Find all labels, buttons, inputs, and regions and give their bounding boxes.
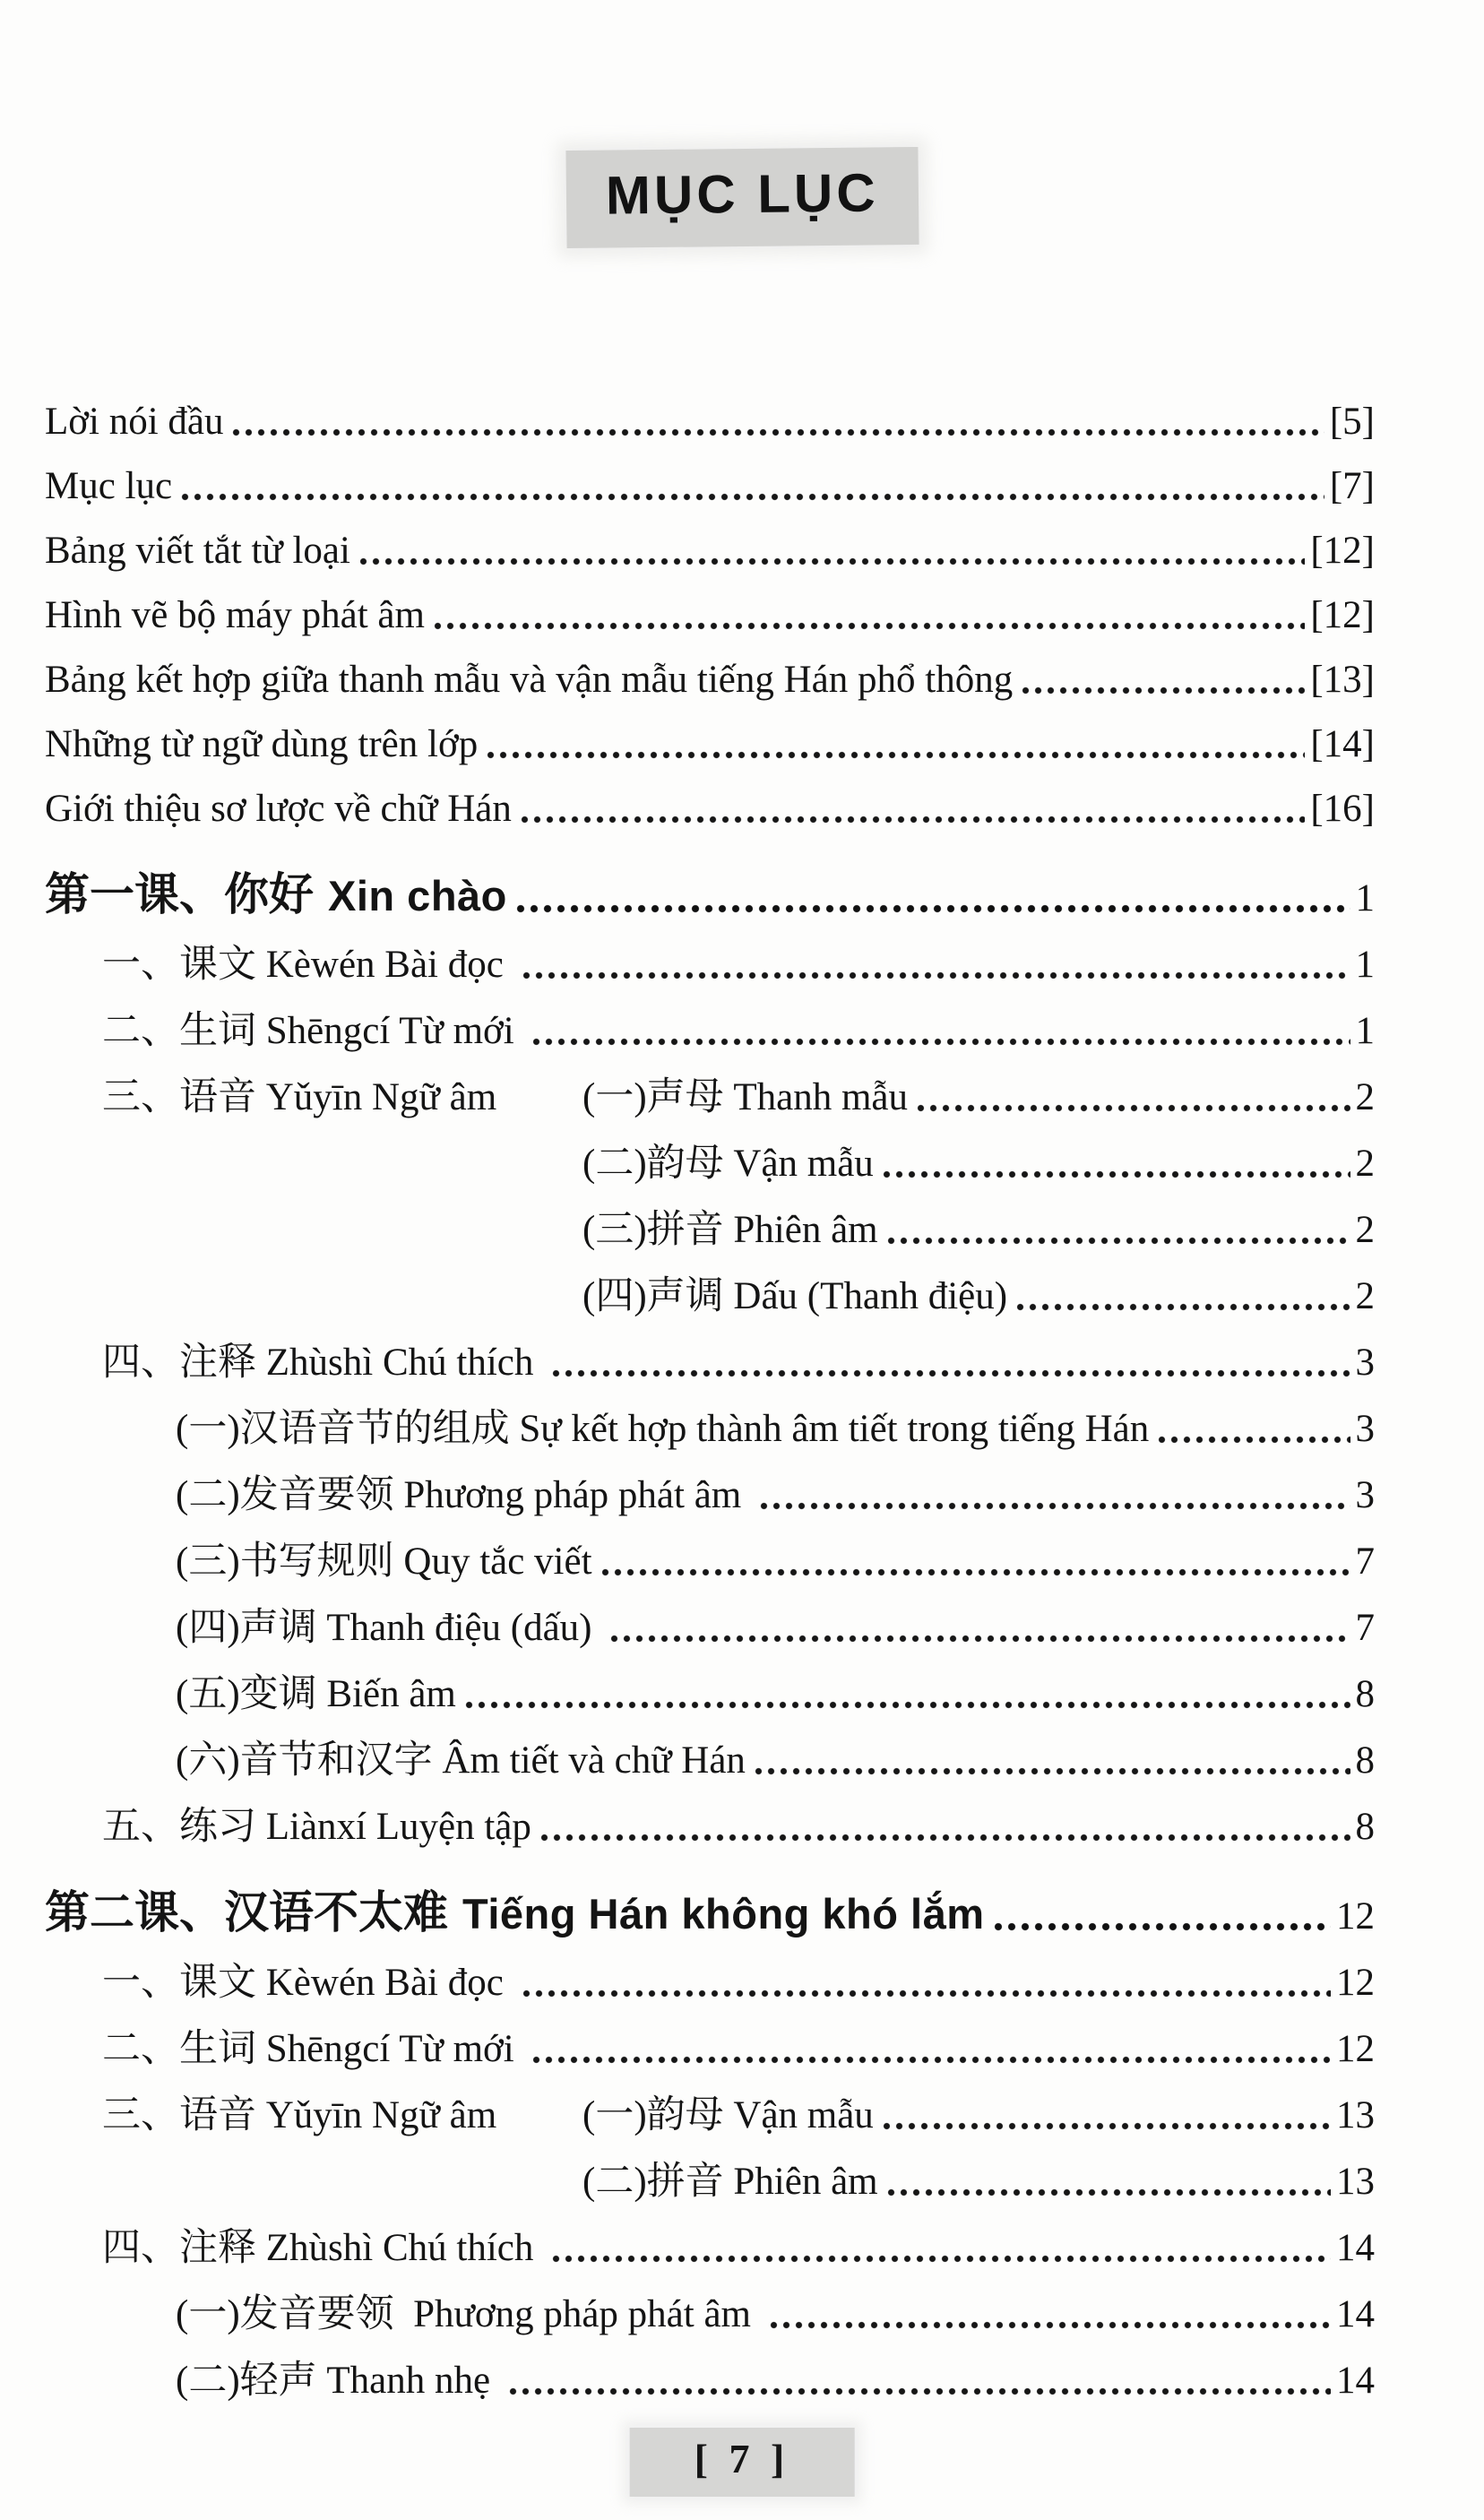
lesson-title-cn: 第二课、汉语不太难 [45, 1886, 448, 1937]
dot-leader [521, 816, 1306, 824]
toc-row [45, 573, 1375, 637]
toc-page-number: 13 [1336, 2160, 1375, 2203]
toc-page-number: 12 [1336, 1961, 1375, 2004]
front-matter-list [45, 379, 1375, 831]
toc-row [45, 2005, 1375, 2071]
toc-page-number: 2 [1355, 1142, 1375, 1185]
toc-page-number: 2 [1355, 1075, 1375, 1118]
toc-row [45, 1385, 1375, 1451]
toc-row [45, 2336, 1375, 2403]
toc-item-label: (一)韵母 Vận mẫu [582, 2093, 874, 2136]
toc-page-number: [12] [1310, 529, 1375, 572]
toc-item-label: 一、课文 Kèwén Bài đọc [102, 943, 513, 986]
dot-leader [232, 428, 1324, 436]
toc-item-label: Những từ ngữ dùng trên lớp [45, 722, 479, 765]
dot-leader [610, 1635, 1350, 1643]
dot-leader [552, 2255, 1331, 2263]
toc-item-label: 二、生词 Shēngcí Từ mới [102, 1009, 524, 1052]
toc-page-number: [12] [1310, 593, 1375, 636]
dot-leader [883, 2122, 1331, 2130]
toc-item-label: (二)韵母 Vận mẫu [582, 1142, 874, 1185]
toc-item-label: 二、生词 Shēngcí Từ mới [102, 2027, 524, 2070]
toc-item-label: 四、注释 Zhùshì Chú thích [102, 2226, 544, 2269]
toc-page-number: 3 [1355, 1407, 1375, 1450]
toc-row [45, 1782, 1375, 1849]
toc-page-number: 14 [1336, 2226, 1375, 2269]
toc-page-number: 8 [1355, 1739, 1375, 1782]
dot-leader [552, 1369, 1350, 1377]
page-header [0, 0, 1484, 246]
dot-leader [532, 2056, 1331, 2064]
lesson-title-vi: Tiếng Hán không khó lắm [462, 1889, 985, 1937]
toc-row [45, 1053, 1375, 1119]
dot-leader [509, 2387, 1331, 2395]
toc-page-number: 8 [1355, 1672, 1375, 1715]
toc-item-label: Bảng viết tắt từ loại [45, 529, 350, 572]
toc-page-number: 2 [1355, 1274, 1375, 1317]
toc-page-number: [5] [1329, 400, 1375, 443]
toc-group-label: 三、语音 Yǔyīn Ngữ âm [102, 2093, 497, 2136]
dot-leader [601, 1568, 1350, 1576]
toc-row [45, 1186, 1375, 1252]
toc-row [45, 1517, 1375, 1584]
toc-item-label: (五)变调 Biến âm [176, 1672, 456, 1715]
dot-leader [522, 1989, 1331, 1998]
dot-leader [487, 751, 1305, 759]
toc-item-label: (六)音节和汉字 Âm tiết và chữ Hán [176, 1739, 746, 1782]
toc-item-label: 一、课文 Kèwén Bài đọc [102, 1961, 513, 2004]
toc-item-label: 五、练习 Liànxí Luyện tập [102, 1805, 531, 1848]
toc-page-number: [14] [1310, 722, 1375, 765]
dot-leader [434, 622, 1305, 630]
toc-page-number: 12 [1336, 2027, 1375, 2070]
toc-page-number: 8 [1355, 1805, 1375, 1848]
toc-item-label: (二)轻声 Thanh nhẹ [176, 2359, 500, 2402]
page-title: MỤC LỤC [605, 162, 879, 226]
toc-row [45, 2137, 1375, 2204]
dot-leader [465, 1701, 1350, 1709]
dot-leader [994, 1922, 1331, 1931]
toc-row [45, 637, 1375, 702]
title-banner [565, 147, 919, 248]
footer-page-number: [ 7 ] [694, 2436, 790, 2481]
lesson-title-vi: Xin chào [328, 871, 507, 919]
toc-row [45, 1119, 1375, 1186]
toc-row [45, 379, 1375, 444]
dot-leader [883, 1170, 1350, 1178]
toc-page-number: [13] [1310, 658, 1375, 701]
footer-banner [630, 2428, 855, 2497]
toc-item-label: 四、注释 Zhùshì Chú thích [102, 1341, 544, 1384]
toc-row [45, 2270, 1375, 2336]
dot-leader [516, 904, 1350, 913]
dot-leader [532, 1038, 1350, 1046]
toc-page-number: 1 [1355, 876, 1375, 919]
toc-page-number: 2 [1355, 1208, 1375, 1251]
toc-item-label: Hình vẽ bộ máy phát âm [45, 593, 425, 636]
toc-row [45, 1252, 1375, 1318]
toc-row [45, 444, 1375, 508]
toc-page-number: 14 [1336, 2359, 1375, 2402]
toc-item-label: (二)发音要领 Phương pháp phát âm [176, 1473, 751, 1516]
dot-leader [1022, 686, 1305, 695]
toc-row [45, 1584, 1375, 1650]
toc-page-number: 1 [1355, 1009, 1375, 1052]
toc-row [45, 987, 1375, 1053]
dot-leader [887, 1237, 1350, 1245]
toc-item-label: (一)汉语音节的组成 Sự kết hợp thành âm tiết trong tiếng Hán [176, 1407, 1150, 1450]
dot-leader [359, 557, 1305, 565]
dot-leader [1016, 1303, 1350, 1311]
toc-page-number: 3 [1355, 1341, 1375, 1384]
toc-group-label: 三、语音 Yǔyīn Ngữ âm [102, 1075, 497, 1118]
toc-row [45, 702, 1375, 766]
toc-row [45, 1716, 1375, 1782]
dot-leader [1158, 1436, 1350, 1444]
lesson-title-row [45, 1860, 1375, 1938]
toc-item-label: (一)声母 Thanh mẫu [582, 1075, 909, 1118]
lesson-items-list [45, 920, 1375, 1849]
lesson-title-row [45, 841, 1375, 920]
toc-row [45, 920, 1375, 987]
dot-leader [760, 1502, 1350, 1510]
dot-leader [917, 1104, 1350, 1112]
toc-item-label: Giới thiệu sơ lược về chữ Hán [45, 787, 512, 830]
toc-row [45, 1451, 1375, 1517]
toc-item-label: (二)拼音 Phiên âm [582, 2160, 878, 2203]
toc-item-label: (三)书写规则 Quy tắc viết [176, 1540, 592, 1583]
dot-leader [181, 493, 1324, 501]
toc-page-number: 1 [1355, 943, 1375, 986]
toc-page-number: 13 [1336, 2093, 1375, 2136]
toc-page-number: 7 [1355, 1606, 1375, 1649]
dot-leader [770, 2321, 1331, 2329]
toc-page-number: 3 [1355, 1473, 1375, 1516]
toc-item-label: (四)声调 Dấu (Thanh điệu) [582, 1274, 1008, 1317]
toc-row [45, 1938, 1375, 2005]
toc-item-label: Mục lục [45, 464, 173, 507]
toc-row [45, 766, 1375, 831]
toc-row [45, 2071, 1375, 2137]
toc-item-label: Bảng kết hợp giữa thanh mẫu và vận mẫu tiếng Hán phổ thông [45, 658, 1014, 701]
toc-page-number: 7 [1355, 1540, 1375, 1583]
dot-leader [540, 1834, 1350, 1842]
toc-item-label: Lời nói đầu [45, 400, 224, 443]
dot-leader [887, 2188, 1331, 2196]
toc-item-label: (三)拼音 Phiên âm [582, 1208, 878, 1251]
toc-row [45, 508, 1375, 573]
dot-leader [522, 971, 1350, 980]
toc-page-number: 14 [1336, 2292, 1375, 2335]
toc-row [45, 2204, 1375, 2270]
toc-page-number: [16] [1310, 787, 1375, 830]
lesson-items-list [45, 1938, 1375, 2403]
toc-page-number: 12 [1336, 1894, 1375, 1937]
table-of-contents [45, 379, 1375, 2403]
dot-leader [755, 1767, 1350, 1775]
toc-page-number: [7] [1329, 464, 1375, 507]
toc-item-label: (四)声调 Thanh điệu (dấu) [176, 1606, 602, 1649]
toc-item-label: (一)发音要领 Phương pháp phát âm [176, 2292, 761, 2335]
toc-row [45, 1650, 1375, 1716]
toc-row [45, 1318, 1375, 1385]
lesson-title-cn: 第一课、你好 [45, 868, 314, 919]
